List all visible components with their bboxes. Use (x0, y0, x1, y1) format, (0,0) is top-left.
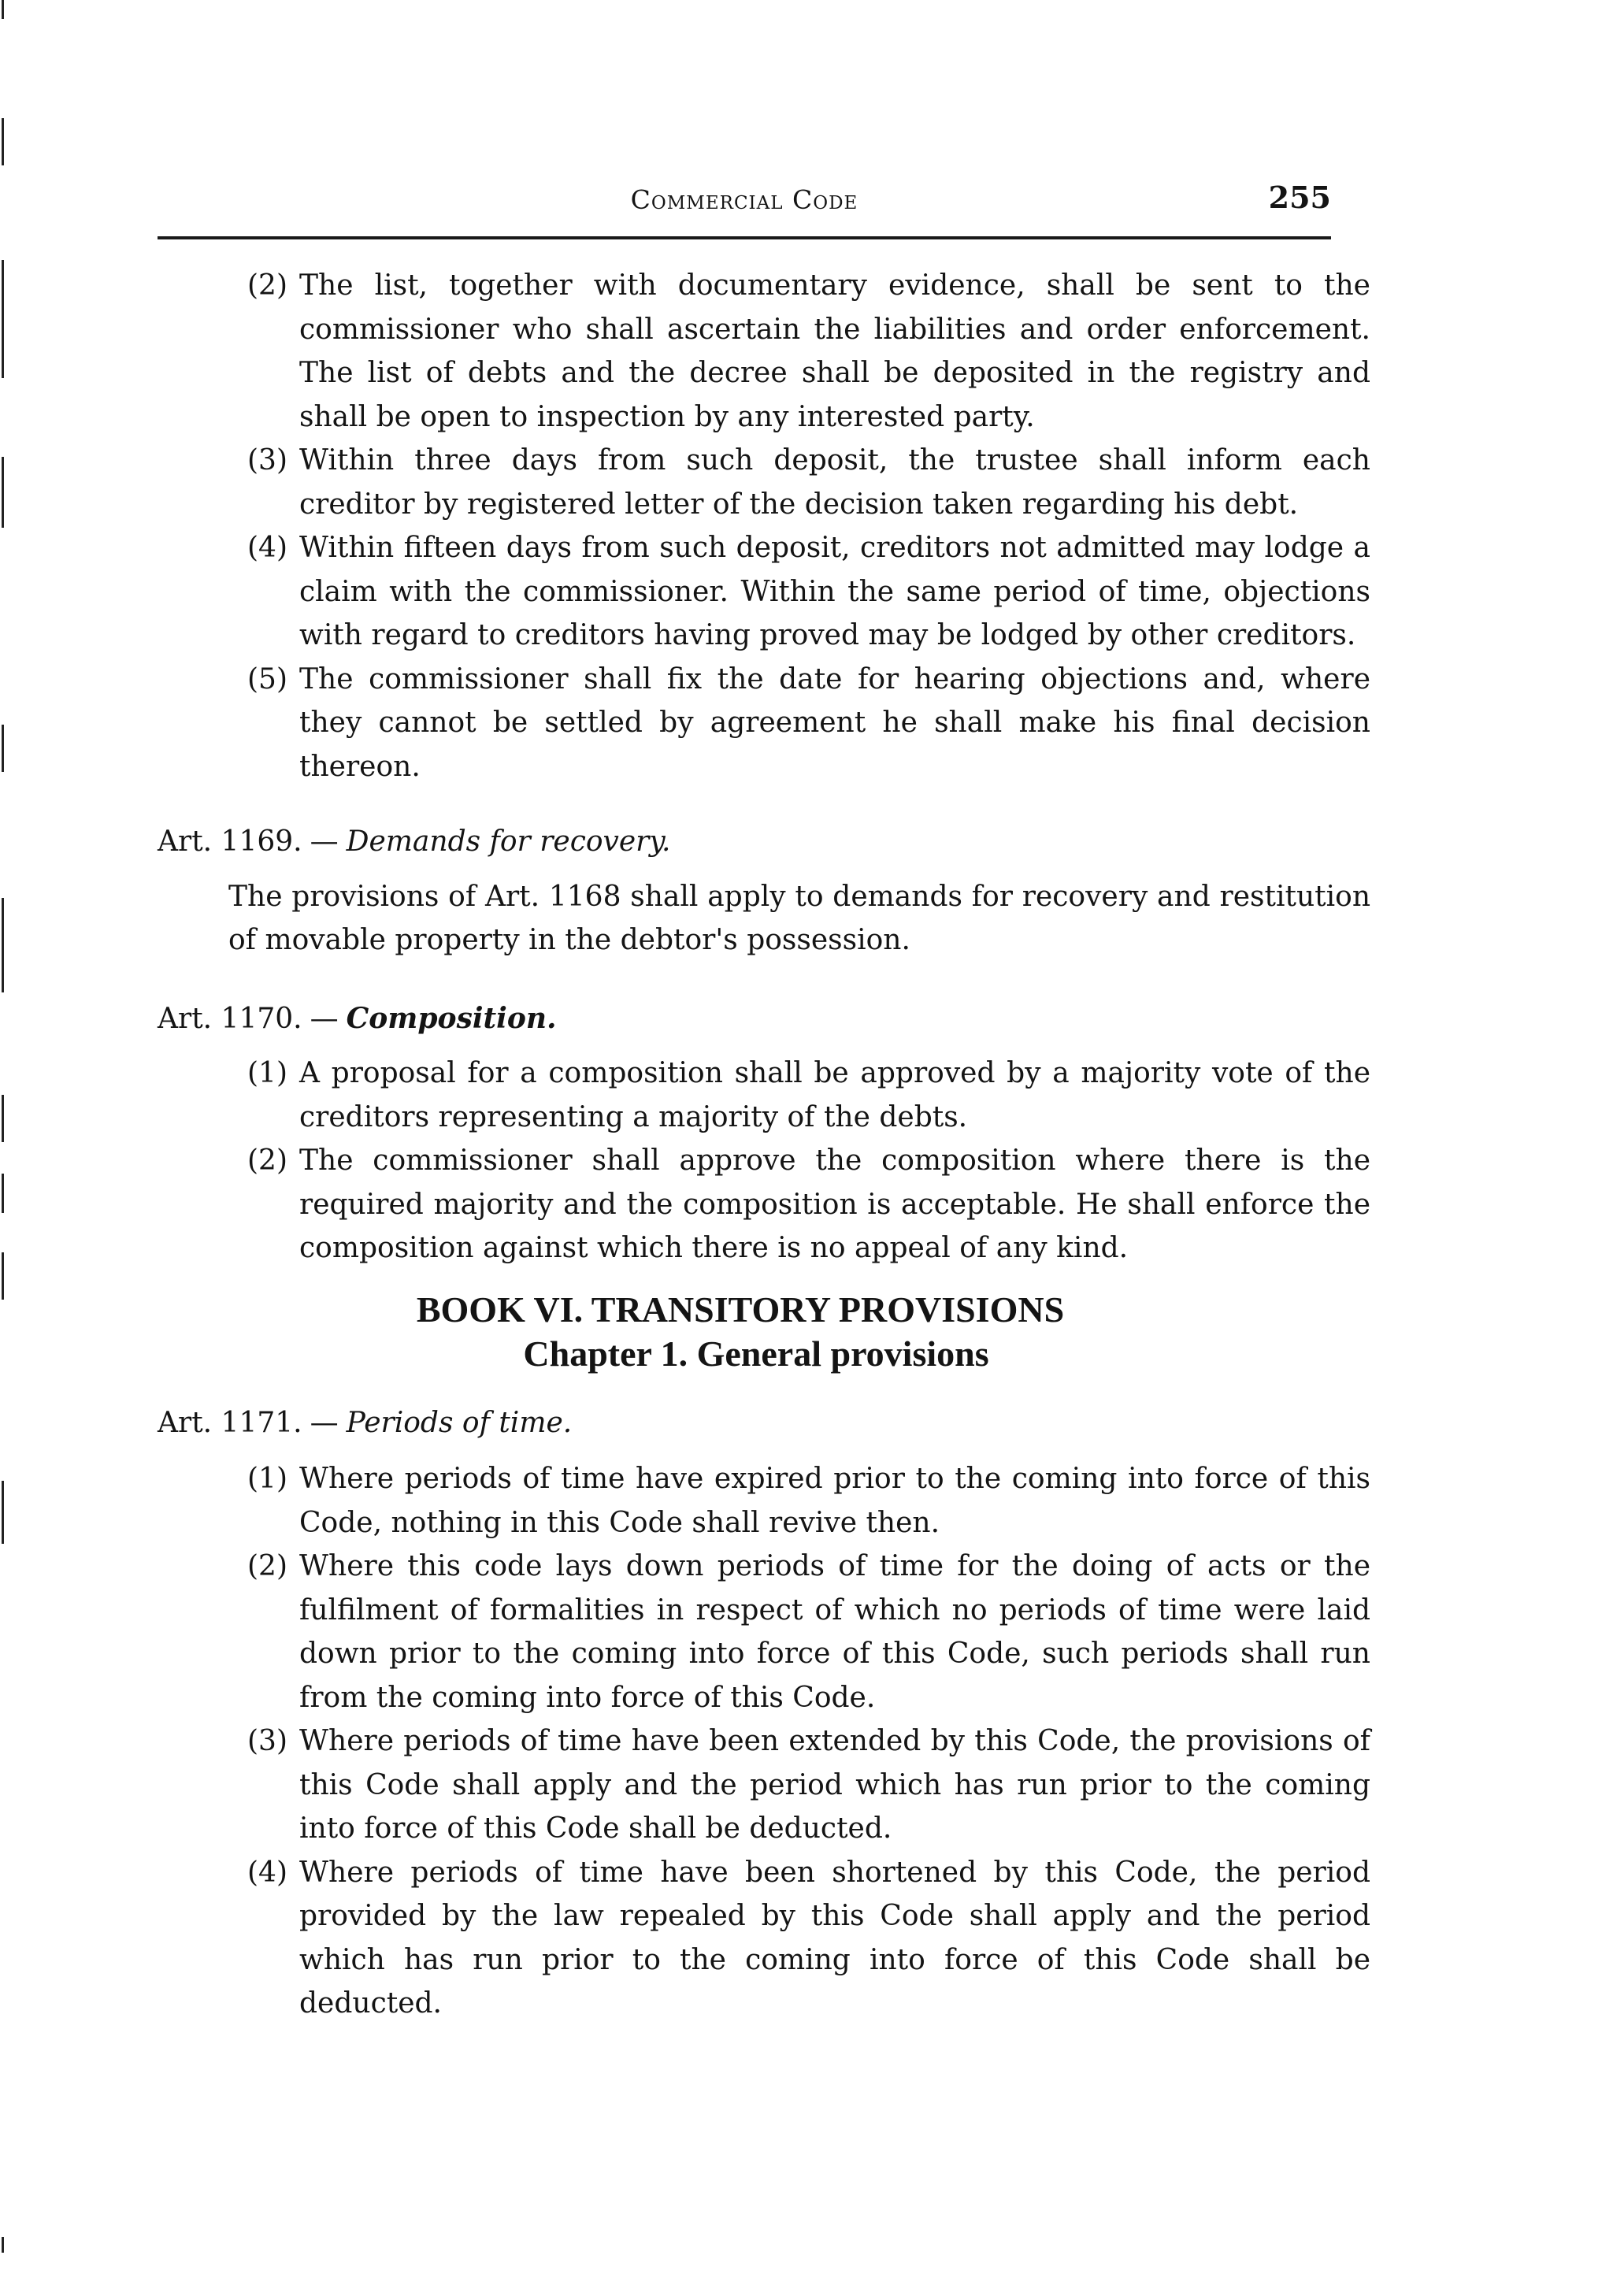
numbered-paragraph (158, 264, 1370, 439)
book-heading: BOOK VI. TRANSITORY PROVISIONS (416, 1289, 1065, 1330)
article-dash: — (310, 825, 339, 858)
paragraph-text: Within fifteen days from such deposit, creditors not admitted may lodge a claim with the commissioner. Within the same period of time, objections with regard to creditors having proved may be lodged by other creditors. (299, 532, 1370, 651)
article-heading (158, 820, 1370, 864)
margin-mark (2, 1174, 4, 1213)
paragraph-number: (2) (247, 1550, 287, 1582)
numbered-paragraph (158, 1851, 1370, 2026)
numbered-paragraph (158, 1545, 1370, 1719)
margin-mark (2, 1252, 4, 1300)
numbered-paragraph (158, 439, 1370, 526)
paragraph-number: (1) (247, 1463, 287, 1495)
article-dash: — (310, 1002, 339, 1035)
page-number: 255 (1268, 180, 1331, 215)
paragraph-number: (1) (247, 1057, 287, 1089)
article-title: Composition. (346, 1001, 557, 1035)
paragraph-number: (5) (247, 662, 287, 695)
paragraph-number: (3) (247, 444, 287, 477)
margin-mark (2, 118, 4, 165)
article-number: Art. 1169. (158, 825, 302, 858)
paragraph-number: (2) (247, 269, 287, 302)
paragraph-text: A proposal for a composition shall be approved by a majority vote of the creditors representing a majority of the debts. (299, 1057, 1370, 1133)
paragraph-number: (4) (247, 532, 287, 564)
paragraph-text: Where periods of time have expired prior to the coming into force of this Code, nothing in this Code shall revive then. (299, 1463, 1370, 1539)
running-header-title: Commercial Code (630, 184, 858, 215)
numbered-paragraph (158, 658, 1370, 789)
margin-mark (2, 260, 4, 378)
numbered-paragraph (158, 1052, 1370, 1139)
paragraph-text: Where periods of time have been shortened by this Code, the period provided by the law repealed by this Code shall apply and the period which has run prior to the coming into force of this Code shall be deducted. (299, 1856, 1370, 2020)
article-heading (158, 997, 1370, 1041)
article-number: Art. 1170. (158, 1002, 302, 1035)
article-title: Demands for recovery. (346, 825, 671, 858)
numbered-paragraph (158, 1719, 1370, 1851)
margin-mark (2, 1481, 4, 1544)
margin-mark (2, 0, 4, 19)
paragraph-text: Where periods of time have been extended by this Code, the provisions of this Code shall apply and the period which has run prior to the coming into force of this Code shall be deducted. (299, 1725, 1370, 1845)
paragraph-text: Where this code lays down periods of time for the doing of acts or the fulfilment of formalities in respect of which no periods of time were laid down prior to the coming into force of this Code, such periods shall run from the coming into force of this Code. (299, 1550, 1370, 1714)
paragraph-number: (4) (247, 1856, 287, 1889)
margin-mark (2, 725, 4, 772)
paragraph-text: The commissioner shall fix the date for hearing objections and, where they cannot be settled by agreement he shall make his final decision thereon. (299, 662, 1370, 783)
paragraph-number: (2) (247, 1144, 287, 1177)
margin-mark (2, 898, 4, 992)
article-title: Periods of time. (346, 1406, 573, 1439)
chapter-heading: Chapter 1. General provisions (523, 1333, 989, 1374)
paragraph-text: The list, together with documentary evidence, shall be sent to the commissioner who shall ascertain the liabilities and order enforcement. The list of debts and the decree shall be deposited in the registry and shall be open to inspection by any interested party. (299, 269, 1370, 433)
paragraph-text: Within three days from such deposit, the trustee shall inform each creditor by registered letter of the decision taken regarding his debt. (299, 444, 1370, 521)
running-header (158, 180, 1331, 227)
margin-mark (2, 457, 4, 528)
paragraph-number: (3) (247, 1725, 287, 1757)
numbered-paragraph (158, 1139, 1370, 1270)
page-content (158, 264, 1370, 2026)
margin-mark (2, 1095, 4, 1142)
article-paragraph: The provisions of Art. 1168 shall apply to demands for recovery and restitution of movable property in the debtor's possession. (228, 880, 1370, 956)
numbered-paragraph (158, 526, 1370, 658)
article-number: Art. 1171. (158, 1406, 302, 1439)
article-heading (158, 1401, 1370, 1445)
numbered-paragraph (158, 1457, 1370, 1545)
article-dash: — (310, 1406, 339, 1439)
margin-mark (2, 2237, 4, 2253)
header-rule (158, 236, 1331, 239)
paragraph-text: The commissioner shall approve the composition where there is the required majority and the composition is acceptable. He shall enforce the composition against which there is no appeal of any kind. (299, 1144, 1370, 1264)
